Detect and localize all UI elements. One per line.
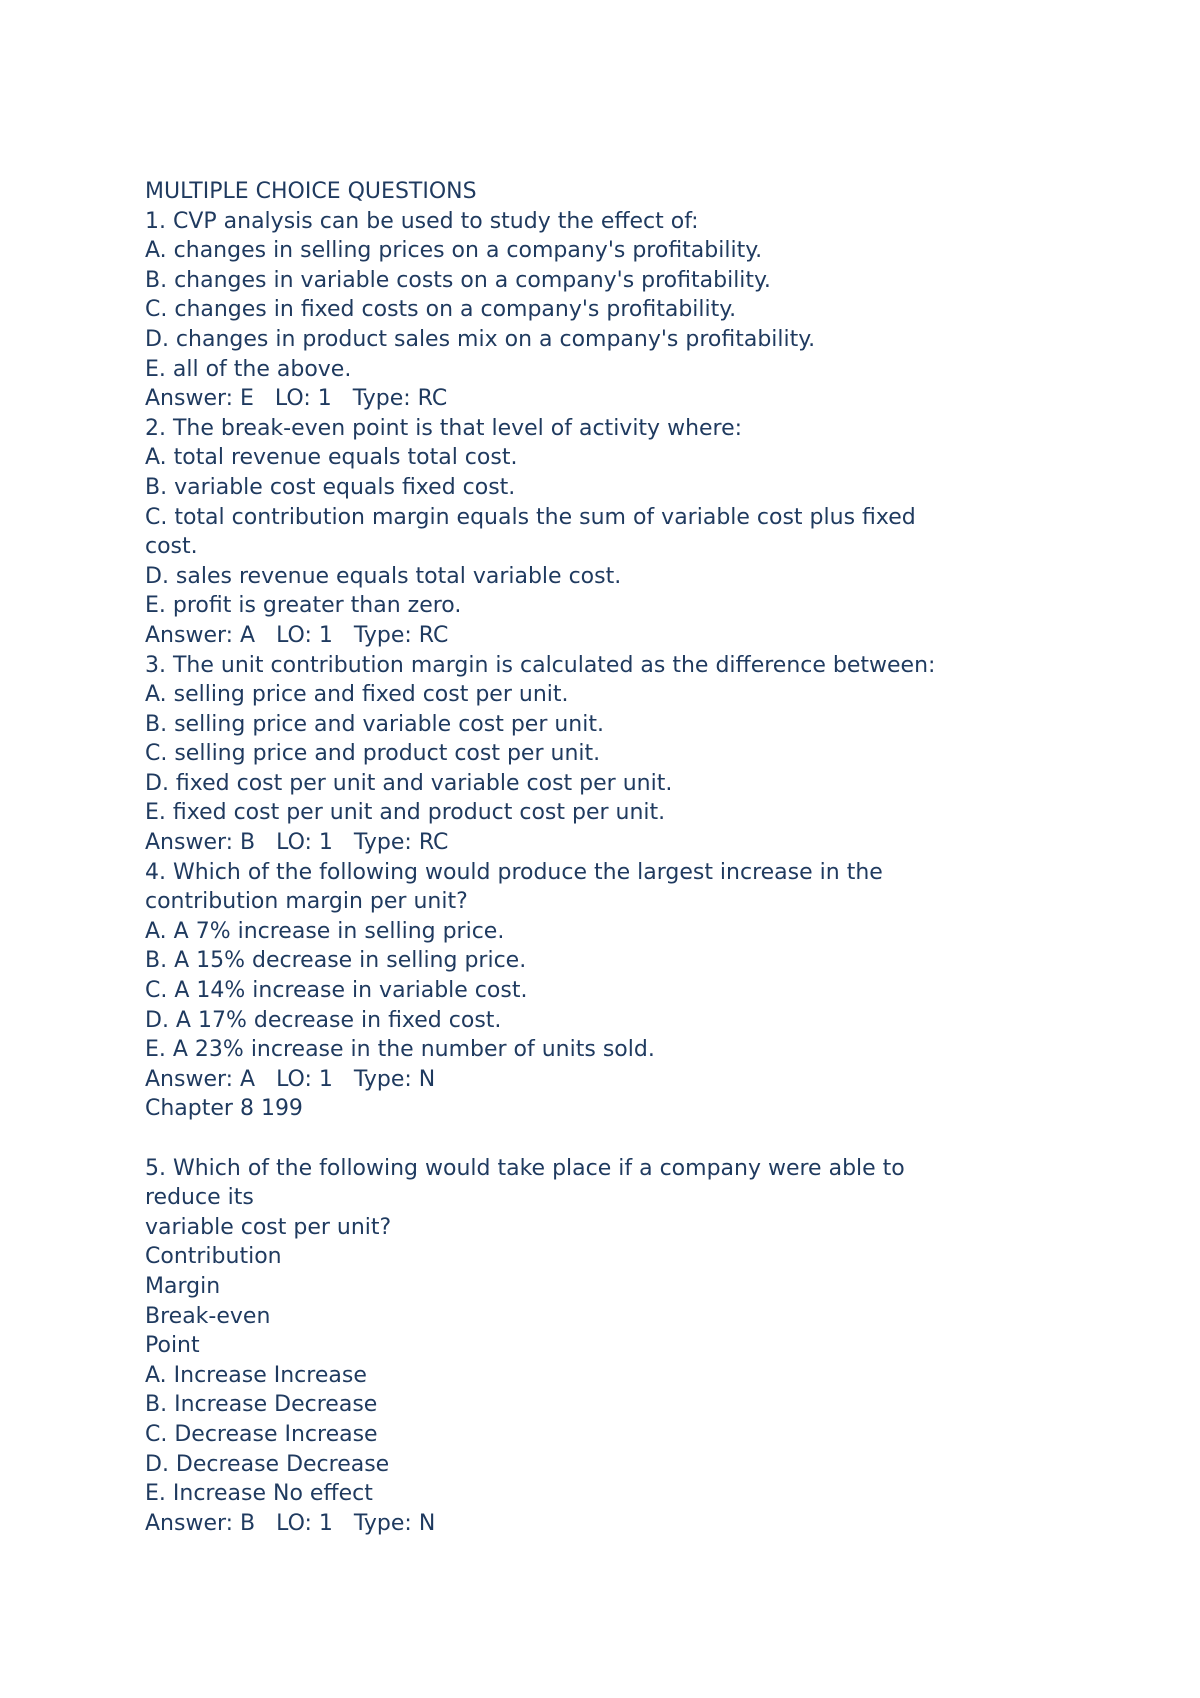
text-line: Chapter 8 199 bbox=[145, 1096, 303, 1122]
text-line: C. Decrease Increase bbox=[145, 1421, 378, 1447]
text-line: Answer: B LO: 1 Type: RC bbox=[145, 830, 449, 856]
text-line: C. changes in fixed costs on a company's profitability. bbox=[145, 297, 737, 323]
text-line: B. Increase Decrease bbox=[145, 1392, 378, 1418]
text-line: variable cost per unit? bbox=[145, 1214, 392, 1240]
text-line: reduce its bbox=[145, 1185, 254, 1211]
text-line: MULTIPLE CHOICE QUESTIONS bbox=[145, 179, 477, 204]
text-line: B. changes in variable costs on a company's profitability. bbox=[145, 267, 771, 293]
text-line: D. sales revenue equals total variable cost. bbox=[145, 563, 622, 589]
text-line: Margin bbox=[145, 1273, 221, 1299]
text-line: A. Increase Increase bbox=[145, 1362, 367, 1388]
text-line bbox=[145, 1124, 1050, 1154]
text-line: B. variable cost equals fixed cost. bbox=[145, 474, 516, 500]
text-line: 3. The unit contribution margin is calculated as the difference between: bbox=[145, 652, 936, 678]
text-line: contribution margin per unit? bbox=[145, 889, 468, 915]
text-line: cost. bbox=[145, 534, 198, 560]
text-line: 5. Which of the following would take place if a company were able to bbox=[145, 1155, 905, 1181]
text-line: D. fixed cost per unit and variable cost per unit. bbox=[145, 770, 673, 796]
text-line: A. changes in selling prices on a company's profitability. bbox=[145, 238, 763, 264]
text-line: D. Decrease Decrease bbox=[145, 1451, 390, 1477]
text-line: E. Increase No effect bbox=[145, 1481, 373, 1507]
text-line: E. all of the above. bbox=[145, 356, 352, 382]
text-line: C. A 14% increase in variable cost. bbox=[145, 978, 528, 1004]
text-line: Point bbox=[145, 1333, 200, 1359]
text-line: Answer: A LO: 1 Type: N bbox=[145, 1066, 436, 1092]
text-line: C. total contribution margin equals the sum of variable cost plus fixed bbox=[145, 504, 916, 530]
text-line: Answer: A LO: 1 Type: RC bbox=[145, 622, 449, 648]
text-line: 1. CVP analysis can be used to study the effect of: bbox=[145, 208, 699, 234]
text-line: E. fixed cost per unit and product cost per unit. bbox=[145, 800, 666, 826]
text-line: A. total revenue equals total cost. bbox=[145, 445, 518, 471]
text-line: A. A 7% increase in selling price. bbox=[145, 918, 505, 944]
text-line: B. A 15% decrease in selling price. bbox=[145, 948, 527, 974]
text-line: Answer: B LO: 1 Type: N bbox=[145, 1510, 436, 1536]
text-line: D. A 17% decrease in fixed cost. bbox=[145, 1007, 502, 1033]
text-line: 2. The break-even point is that level of activity where: bbox=[145, 415, 743, 441]
text-line: A. selling price and fixed cost per unit. bbox=[145, 682, 569, 708]
text-line: Break-even bbox=[145, 1303, 271, 1329]
text-line: B. selling price and variable cost per unit. bbox=[145, 711, 604, 737]
document-body bbox=[145, 177, 1050, 1538]
text-line: Contribution bbox=[145, 1244, 282, 1270]
text-line: Answer: E LO: 1 Type: RC bbox=[145, 386, 448, 412]
text-line: 4. Which of the following would produce the largest increase in the bbox=[145, 859, 883, 885]
text-line: E. profit is greater than zero. bbox=[145, 593, 462, 619]
text-line: E. A 23% increase in the number of units sold. bbox=[145, 1037, 655, 1063]
text-line: D. changes in product sales mix on a company's profitability. bbox=[145, 326, 816, 352]
text-line: C. selling price and product cost per unit. bbox=[145, 741, 601, 767]
